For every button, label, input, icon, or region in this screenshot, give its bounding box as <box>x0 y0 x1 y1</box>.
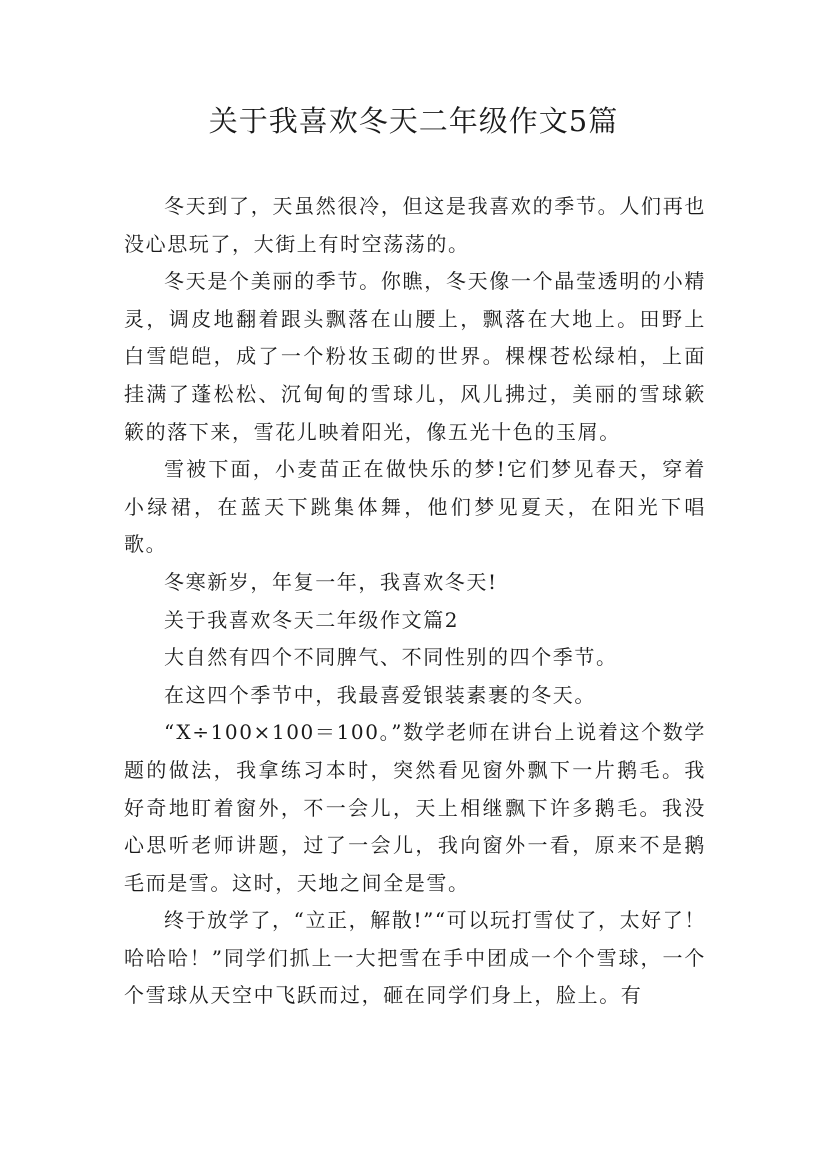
document-title: 关于我喜欢冬天二年级作文5篇 <box>208 104 619 138</box>
paragraph-3: 雪被下面，小麦苗正在做快乐的梦!它们梦见春天，穿着小绿裙，在蓝天下跳集体舞，他们梦见夏天，在阳光下唱歌。 <box>124 457 706 557</box>
paragraph-7: “X÷100×100＝100。”数学老师在讲台上说着这个数学题的做法，我拿练习本时，突然看见窗外飘下一片鹅毛。我好奇地盯着窗外，不一会儿，天上相继飘下许多鹅毛。我没心思听老师讲题，过了一会儿，我向窗外一看，原来不是鹅毛而是雪。这时，天地之间全是雪。 <box>124 720 706 895</box>
paragraph-1: 冬天到了，天虽然很冷，但这是我喜欢的季节。人们再也没心思玩了，大街上有时空荡荡的。 <box>124 194 706 256</box>
section-heading-2: 关于我喜欢冬天二年级作文篇2 <box>164 607 460 632</box>
paragraph-6: 在这四个季节中，我最喜爱银装素裹的冬天。 <box>164 682 596 707</box>
document-body <box>124 188 706 1015</box>
paragraph-8: 终于放学了，“立正，解散!”“可以玩打雪仗了，太好了！哈哈哈！”同学们抓上一大把雪在手中团成一个个雪球，一个个雪球从天空中飞跃而过，砸在同学们身上，脸上。有 <box>124 908 706 1008</box>
paragraph-2: 冬天是个美丽的季节。你瞧，冬天像一个晶莹透明的小精灵，调皮地翻着跟头飘落在山腰上，飘落在大地上。田野上白雪皑皑，成了一个粉妆玉砌的世界。棵棵苍松绿柏，上面挂满了蓬松松、沉甸甸的雪球儿，风儿拂过，美丽的雪球簌簌的落下来，雪花儿映着阳光，像五光十色的玉屑。 <box>124 269 706 444</box>
paragraph-4: 冬寒新岁，年复一年，我喜欢冬天! <box>164 569 498 594</box>
paragraph-5: 大自然有四个不同脾气、不同性别的四个季节。 <box>164 645 618 670</box>
